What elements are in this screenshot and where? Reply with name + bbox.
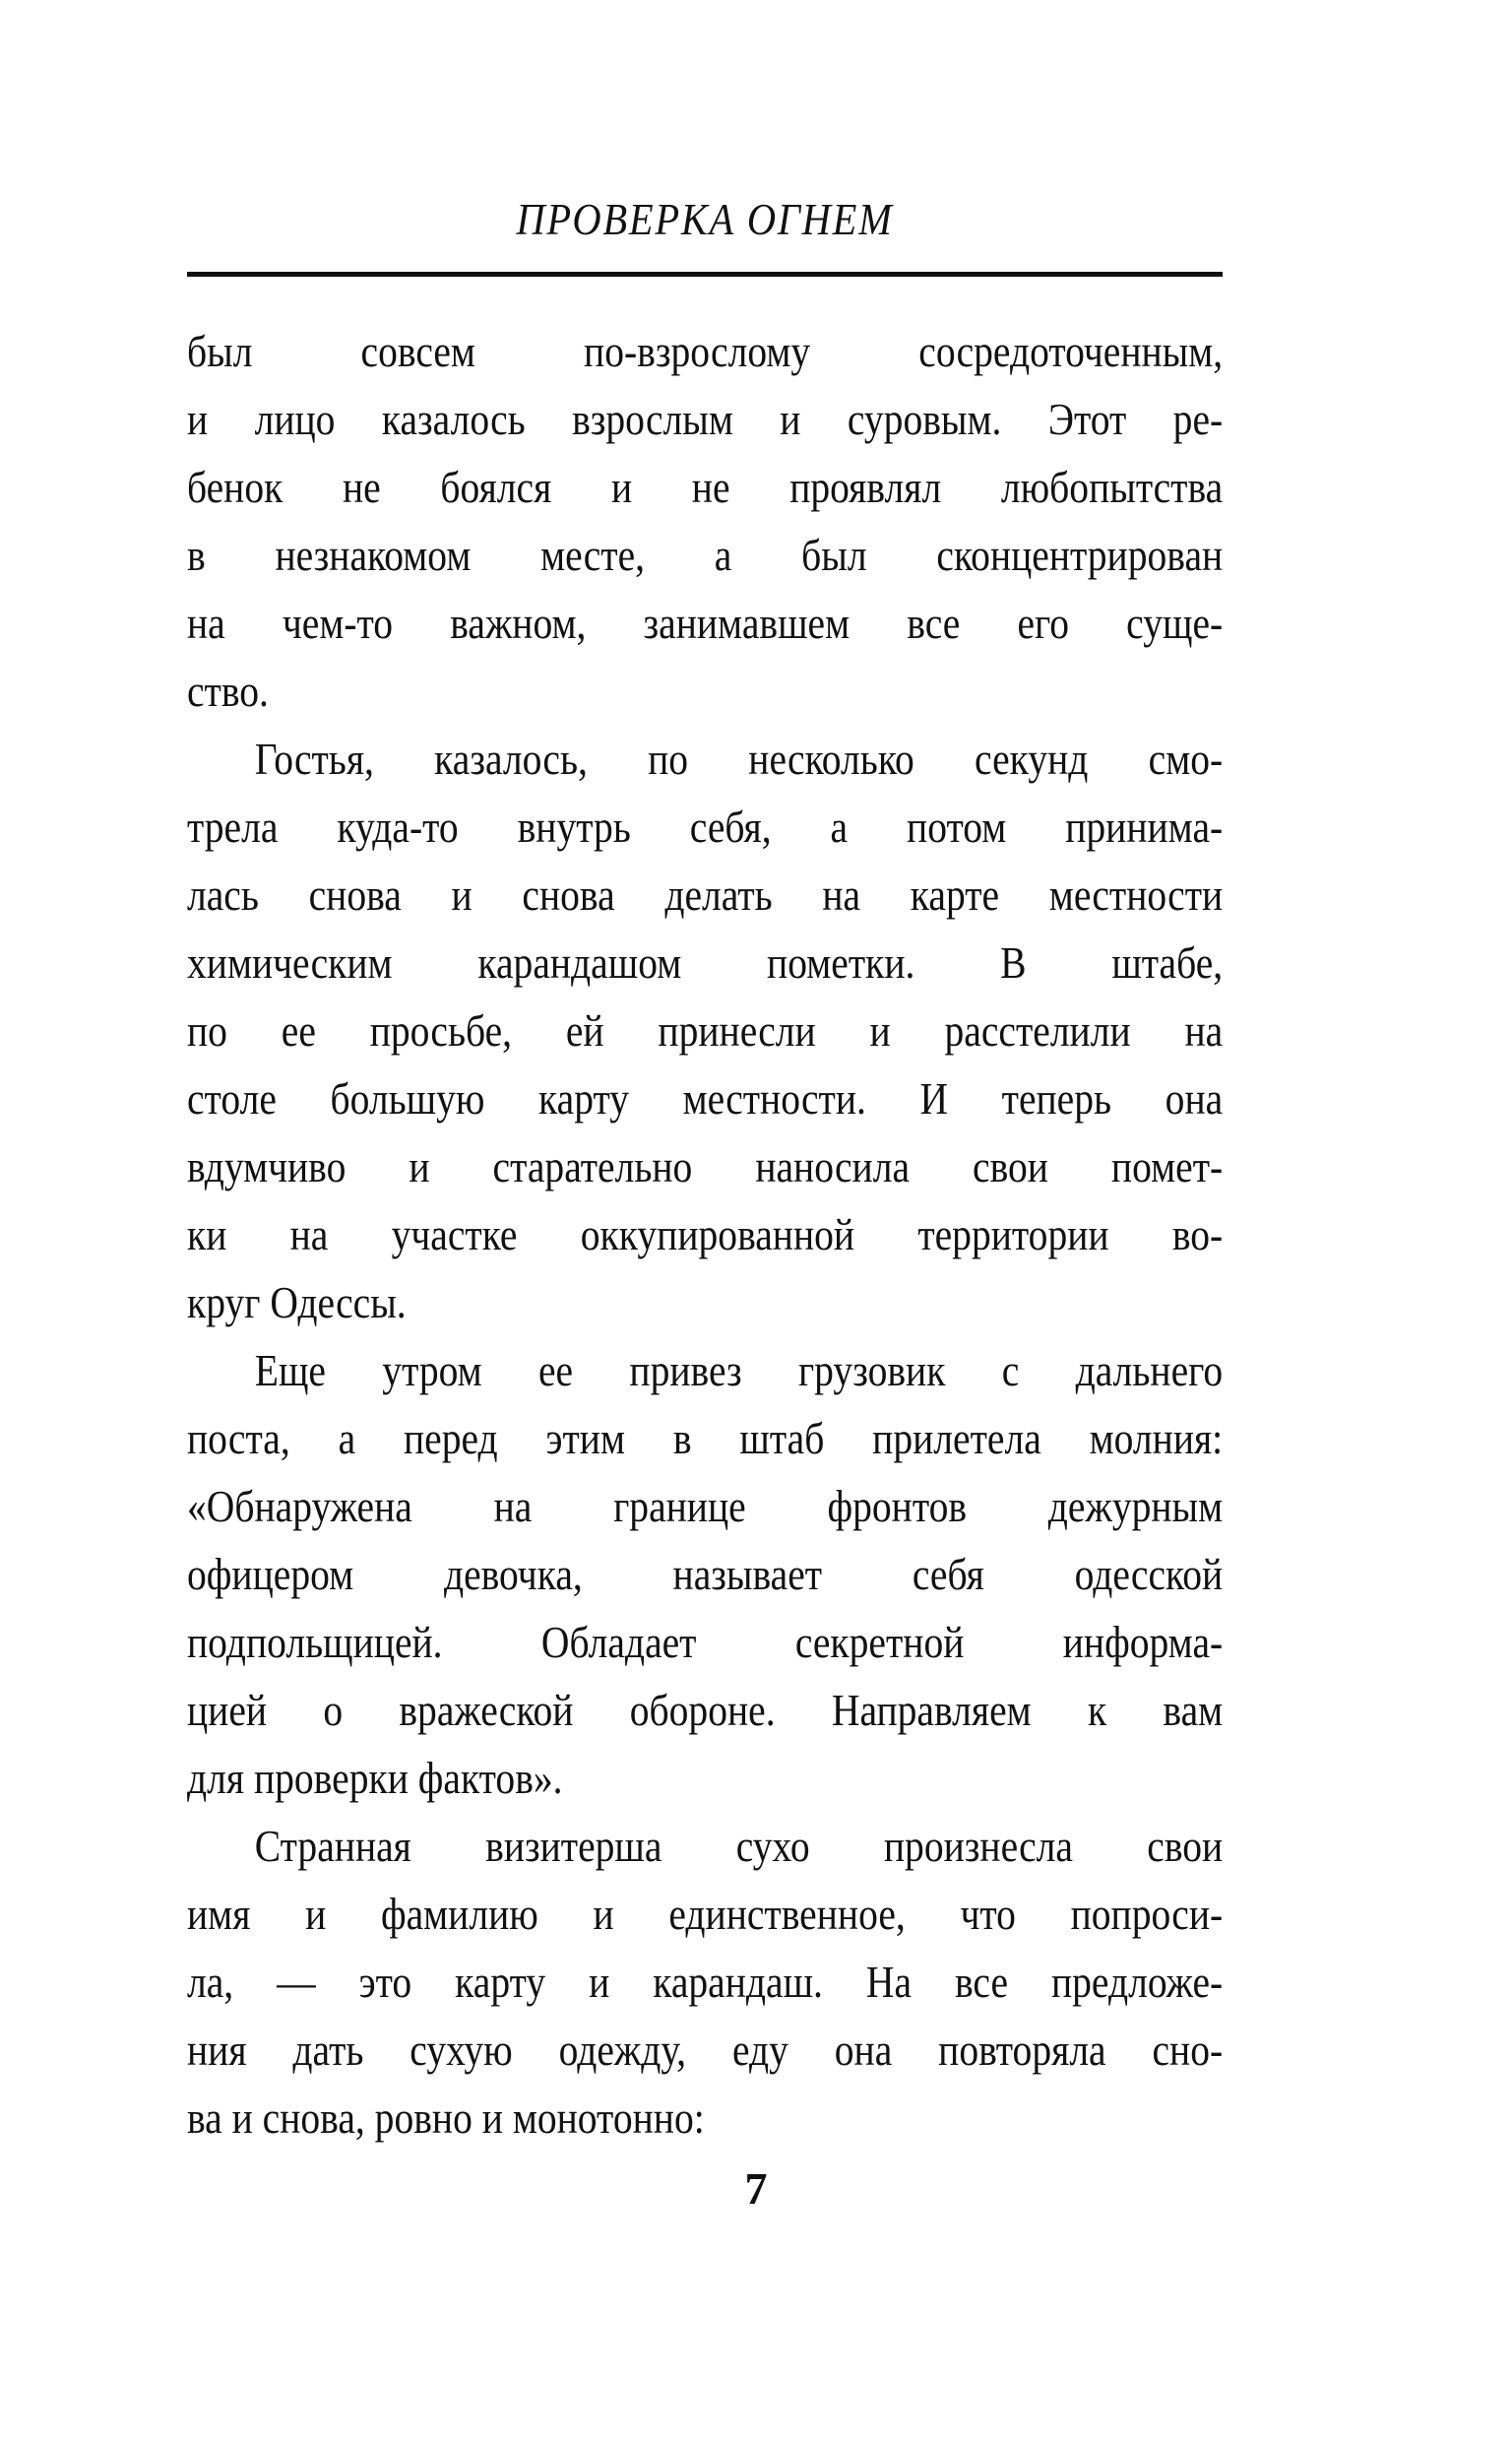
text-line: круг Одессы. xyxy=(187,1277,407,1327)
paragraph xyxy=(187,725,1223,1336)
text-line: ки на участке оккупированной территории во- xyxy=(187,1209,1224,1259)
text-line: ла, — это карту и карандаш. На все предложе- xyxy=(187,1957,1224,2007)
text-line: «Обнаружена на границе фронтов дежурным xyxy=(187,1481,1224,1531)
text-line: был совсем по-взрослому сосредоточенным, xyxy=(187,326,1224,376)
text-line: и лицо казалось взрослым и суровым. Этот ре- xyxy=(187,394,1224,444)
text-line: Странная визитерша сухо произнесла свои xyxy=(254,1821,1224,1871)
text-line: столе большую карту местности. И теперь она xyxy=(187,1073,1224,1124)
text-line: Еще утром ее привез грузовик с дальнего xyxy=(254,1345,1224,1395)
text-line: ва и снова, ровно и монотонно: xyxy=(187,2092,705,2143)
page-number: 7 xyxy=(744,2163,768,2214)
header-rule xyxy=(187,272,1223,277)
text-line: для проверки фактов». xyxy=(187,1753,563,1803)
text-line: вдумчиво и старательно наносила свои помет- xyxy=(187,1141,1224,1191)
text-line: поста, а перед этим в штаб прилетела молния: xyxy=(187,1413,1224,1463)
text-line: бенок не боялся и не проявлял любопытства xyxy=(187,462,1224,512)
text-line: химическим карандашом пометки. В штабе, xyxy=(187,937,1224,988)
text-line: подпольщицей. Обладает секретной информа- xyxy=(187,1617,1224,1667)
text-line: цией о вражеской обороне. Направляем к вам xyxy=(187,1685,1224,1735)
text-line: лась снова и снова делать на карте местности xyxy=(187,869,1224,920)
text-line: на чем-то важном, занимавшем все его суще- xyxy=(187,598,1224,648)
text-line: ния дать сухую одежду, еду она повторяла сно- xyxy=(187,2025,1224,2075)
text-line: ство. xyxy=(187,666,269,716)
text-line: в незнакомом месте, а был сконцентрирован xyxy=(187,530,1224,580)
text-line: имя и фамилию и единственное, что попроси- xyxy=(187,1889,1224,1939)
paragraph xyxy=(187,1812,1223,2152)
running-head: ПРОВЕРКА ОГНЕМ xyxy=(516,194,894,244)
text-line: офицером девочка, называет себя одесской xyxy=(187,1549,1224,1599)
paragraph xyxy=(187,317,1223,725)
paragraph xyxy=(187,1336,1223,1812)
text-line: трела куда-то внутрь себя, а потом принима- xyxy=(187,802,1224,852)
body-text xyxy=(187,317,1223,2152)
text-line: по ее просьбе, ей принесли и расстелили на xyxy=(187,1005,1224,1056)
text-line: Гостья, казалось, по несколько секунд смо- xyxy=(254,734,1224,784)
